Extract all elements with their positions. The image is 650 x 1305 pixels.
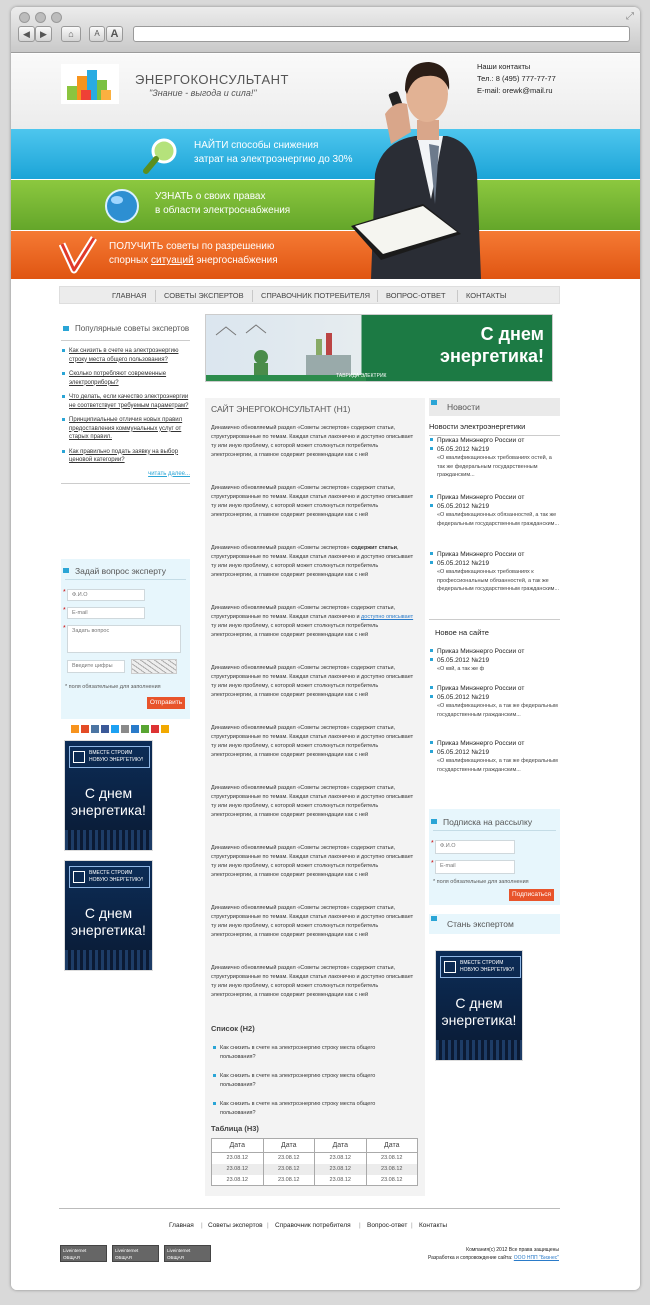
nav-home[interactable]: ГЛАВНАЯ (112, 291, 147, 300)
businessman-image (351, 54, 481, 279)
promo-title (420, 323, 544, 367)
footer-nav-home[interactable]: Главная (169, 1222, 194, 1229)
table-cell: 23.08.12 (212, 1153, 264, 1164)
popular-advice-link[interactable]: Что делать, если качество электроэнергии не соответствует требуемым параметрам? (61, 393, 190, 410)
subscribe-title: Подписка на рассылку (429, 817, 532, 827)
content-paragraph: Динамично обновляемый раздел «Советы экспертов» содержит статьи, структурированные по темам. Каждая статья лаконично и доступно описывает ту или иную проблему, с которой может столкнуться потребитель электроэнергии, а главное содержит рекомендации как с ней (211, 425, 414, 458)
main-content (205, 398, 425, 1196)
promo-title-line2: энергетика! (440, 346, 544, 366)
page-heading: САЙТ ЭНЕРГОКОНСУЛЬТАНТ (H1) (211, 404, 351, 414)
news-item-date: 05.05.2012 №219 (429, 559, 560, 568)
share-icon[interactable] (141, 725, 149, 733)
checkmark-icon (59, 236, 97, 276)
content-paragraph: Динамично обновляемый раздел «Советы экспертов» содержит статьи, структурированные по темам. Каждая статья лаконично и доступно описывает ту или иную проблему, с которой может столкнуться потребитель электроэнергии, а главное содержит рекомендации как с ней (211, 905, 414, 938)
read-more-link[interactable]: читать далее... (61, 471, 190, 484)
new-item[interactable] (429, 684, 560, 719)
header-contacts (477, 61, 556, 97)
news-item-desc: «О квалификационных обязанностей, а так же федеральным государственным гражданским... (437, 512, 560, 527)
share-icon[interactable] (101, 725, 109, 733)
content-paragraph (211, 544, 417, 580)
become-expert-block (429, 914, 560, 934)
table-cell: 23.08.12 (263, 1164, 315, 1175)
counter-label: ОБЩАЯ СТАТИСТИКА (167, 1255, 197, 1267)
news-item[interactable] (429, 550, 560, 594)
site-header (11, 54, 640, 129)
share-icon[interactable] (91, 725, 99, 733)
table-cell: 23.08.12 (366, 1175, 418, 1186)
content-paragraph: Динамично обновляемый раздел «Советы экспертов» содержит статьи, структурированные по темам. Каждая статья лаконично и доступно описывает ту или иную проблему, с которой может столкнуться потребитель электроэнергии, а главное содержит рекомендации как с ней (211, 665, 414, 698)
news-block (429, 398, 560, 436)
band-find-line2: затрат на электроэнергию до 30% (194, 154, 353, 165)
new-item-desc: «О квалификационных, а так же федеральным государственным гражданским... (437, 758, 558, 773)
captcha-image (131, 659, 177, 674)
list-item: Как снизить в счете на электроэнергию строку места общего пользования? (220, 1100, 410, 1118)
table-header-cell: Дата (212, 1139, 264, 1153)
promo-title-line1: С днем (480, 324, 544, 344)
counter-title: Liveinternet (115, 1248, 139, 1253)
globe-icon (103, 187, 141, 225)
banner-badge-text: ВМЕСТЕ СТРОИМ НОВУЮ ЭНЕРГЕТИКУ! (89, 750, 144, 763)
band-get[interactable] (11, 231, 640, 279)
browser-window (11, 7, 640, 1290)
ask-expert-form: Задай вопрос эксперту * Ф.И.О * E-mail * Задать вопрос Введите цифры * поля обязательные для заполнения Отправить (61, 559, 190, 719)
table-cell: 23.08.12 (315, 1164, 367, 1175)
table-header-cell: Дата (263, 1139, 315, 1153)
browser-toolbar (11, 7, 640, 53)
web-page: ЭНЕРГОКОНСУЛЬТАНТ "Знание - выгода и сила!" Наши контакты Тел.: 8 (495) 777-77-77 E-mail: orewk@mail.ru НАЙТИ способы снижения затрат на электроэнергию до 30% УЗНАТЬ о своих правах в области электроснабжения ПОЛУЧИТЬ советы по разрешению спорных ситуаций энергоснабжения ГЛАВНАЯ СОВЕТЫ ЭКСПЕРТОВ СПРАВОЧНИК ПОТРЕБИТЕЛЯ ВОПРОС-ОТВЕТ КОНТАКТЫ Популярные советы экспертов Как снизить в счете на электроэнергию строку места общего пользования? Сколько потребляют современные электроприборы? Что делать, если качество электроэнергии не соответствует требуемым параметрам? Принципиальные отличия новых правил предоставления коммунальных услуг от старых правил. Как правильно подать заявку на выбор ценовой категории? читать далее... Задай вопрос эксперту * Ф.И.О * E-mail * Задать вопрос Введите цифры * поля обязательные для заполнения Отправить ВМЕСТЕ СТРОИМ НОВУЮ ЭНЕРГЕТИКУ! С днем энергетика! ВМЕСТЕ СТРОИМ НОВУЮ ЭНЕРГЕТИКУ! С днем энергетика! С днем энергетика! ТАВРИДА ЭЛЕКТРИК САЙТ ЭНЕРГОКОНСУЛЬТАНТ (H1) Динамично обновляемый раздел «Советы экспертов» содержит статьи, структурированные по темам. Каждая статья лаконично и доступно описывает ту или иную проблему, с которой может столкнуться потребитель электроэнергии, а главное содержит рекомендации как с ней Динамично обновляемый раздел «Советы экспертов» содержит статьи, структурированные по темам. Каждая статья лаконично и доступно описывает ту или иную проблему, с которой может столкнуться потребитель электроэнергии, а главное содержит рекомендации как с ней Динамично обновляемый раздел «Советы экспертов» содержит статьи, структурированные по темам. Каждая статья лаконично и доступно описывает ту или иную проблему, с которой может столкнуться потребитель электроэнергии, а главное содержит рекомендации как с ней Динамично обновляемый раздел «Советы экспертов» содержит статьи, структурированные по темам. Каждая статья лаконично и доступно описывает ту или иную проблему, с которой может столкнуться потребитель электроэнергии, а главное содержит рекомендации как с ней Динамично обновляемый раздел «Советы экспертов» содержит статьи, структурированные по темам. Каждая статья лаконично и доступно описывает ту или иную проблему, с которой может столкнуться потребитель электроэнергии, а главное содержит рекомендации как с ней Динамично обновляемый раздел «Советы экспертов» содержит статьи, структурированные по темам. Каждая статья лаконично и доступно описывает ту или иную проблему, с которой может столкнуться потребитель электроэнергии, а главное содержит рекомендации как с ней Динамично обновляемый раздел «Советы экспертов» содержит статьи, структурированные по темам. Каждая статья лаконично и доступно описывает ту или иную проблему, с которой может столкнуться потребитель электроэнергии, а главное содержит рекомендации как с ней Динамично обновляемый раздел «Советы экспертов» содержит статьи, структурированные по темам. Каждая статья лаконично и доступно описывает ту или иную проблему, с которой может столкнуться потребитель электроэнергии, а главное содержит рекомендации как с ней Динамично обновляемый раздел «Советы экспертов» содержит статьи, структурированные по темам. Каждая статья лаконично и доступно описывает ту или иную проблему, с которой может столкнуться потребитель электроэнергии, а главное содержит рекомендации как с ней Динамично обновляемый раздел «Советы экспертов» содержит статьи, структурированные по темам. Каждая статья лаконично и доступно описывает ту или иную проблему, с которой может столкнуться потребитель электроэнергии, а главное содержит рекомендации как с ней Список (H2) Как снизить в счете на электроэнергию строку места общего пользования? Как снизить в счете на электроэнергию строку места общего пользования? Как снизить в счете на электроэнергию строку места общего пользования? Таблица (H3) Дата Дата Дата Дата 23.08.12 23.08.12 23.08.12 23.08.12 23.08.12 23.08.12 23.08.12 23.08.12 23.08.12 23.08.12 23.08.12 23.08.12 Новости Новости электроэнергетики Приказ Минэнерго России от 05.05.2012 №219 «О квалификационных требованиях остей, а так же федеральным государственным гражданским... Приказ Минэнерго России от 05.05.2012 №219 «О квалификационных обязанностей, а так же федеральным государственным гражданским... Приказ Минэнерго России от 05.05.2012 №219 «О квалификационных требованиях к профессиональным обязанностей, а так же федеральным государственным гражданским... Новое на сайте Приказ Минэнерго России от 05.05.2012 №219 «О квй, а так же ф Приказ Минэнерго России от 05.05.2012 №219 «О квалификационных, а так же федеральным государственным гражданским... Приказ Минэнерго России от 05.05.2012 №219 «О квалификационных, а так же федеральным государственным гражданским... Подписка на рассылку * Ф.И.О * E-mail * поля обязательные для заполнения Подписаться Стань экспертом ВМЕСТЕ СТРОИМ НОВУЮ ЭНЕРГЕТИКУ! С днем энергетика! Главная | Советы экспертов | Справочник потребителя | Вопрос-ответ | Контакты Liveinternet ОБЩАЯ СТАТИСТИКА Liveinternet ОБЩАЯ СТАТИСТИКА Liveinternet ОБЩАЯ СТАТИСТИКА Компания(с) 2012 Все права защищены Разработка и сопровождение сайта: ООО НПП "Бизнес" (11, 54, 640, 1290)
city-skyline (65, 830, 152, 850)
table-cell: 23.08.12 (366, 1153, 418, 1164)
become-expert-title[interactable]: Стань экспертом (429, 914, 560, 934)
banner-badge-text: ВМЕСТЕ СТРОИМ НОВУЮ ЭНЕРГЕТИКУ! (89, 870, 144, 883)
counter-title: Liveinternet (63, 1248, 87, 1253)
text-smaller-button[interactable]: A (89, 26, 105, 42)
band-find[interactable] (11, 129, 640, 179)
table-heading: Таблица (H3) (211, 1124, 259, 1133)
home-icon[interactable]: ⌂ (61, 26, 81, 42)
promo-brand: ТАВРИДА ЭЛЕКТРИК (336, 373, 387, 379)
energy-day-banner[interactable] (64, 740, 153, 851)
popular-advice-link[interactable]: Принципиальные отличия новых правил предоставления коммунальных услуг от старых правил. (61, 416, 190, 442)
share-icon[interactable] (121, 725, 129, 733)
captcha-input[interactable]: Введите цифры (67, 660, 125, 673)
power-plant-image (206, 315, 366, 382)
new-item-title[interactable]: Приказ Минэнерго России от (429, 647, 560, 656)
news-item-title[interactable]: Приказ Минэнерго России от (429, 436, 560, 445)
band-learn-line2: в области электроснабжения (155, 205, 291, 216)
magnifier-icon (142, 137, 180, 175)
share-icon[interactable] (81, 725, 89, 733)
band-learn[interactable] (11, 180, 640, 230)
band-find-line1: НАЙТИ способы снижения (194, 140, 319, 151)
footer-nav-contacts[interactable]: Контакты (419, 1222, 448, 1229)
popular-advice-link[interactable]: Как снизить в счете на электроэнергию строку места общего пользования? (61, 347, 190, 364)
news-item[interactable] (429, 436, 560, 480)
energy-day-banner[interactable] (435, 950, 523, 1061)
popular-advice-link[interactable]: Сколько потребляют современные электроприборы? (61, 370, 190, 387)
left-column (61, 324, 190, 484)
new-item-date: 05.05.2012 №219 (429, 656, 560, 665)
social-share-bar (71, 725, 181, 735)
text-larger-button[interactable]: A (106, 26, 123, 42)
content-paragraph: Динамично обновляемый раздел «Советы экспертов» содержит статьи, структурированные по темам. Каждая статья лаконично и доступно описывает ту или иную проблему, с которой может столкнуться потребитель электроэнергии, а главное содержит рекомендации как с ней (211, 485, 414, 518)
paragraph-text: , структурированные по темам. Каждая статья лаконично и доступно описывает ту или иную проблему, с которой может столкнуться потребитель электроэнергии, а главное содержит рекомендации как с ней (211, 545, 414, 578)
table-row (212, 1164, 418, 1175)
forward-icon[interactable]: ▶ (35, 26, 52, 42)
band-get-line2 (109, 254, 278, 268)
footer-nav-consumer-guide[interactable]: Справочник потребителя (275, 1222, 351, 1229)
content-paragraph: Динамично обновляемый раздел «Советы экспертов» содержит статьи, структурированные по темам. Каждая статья лаконично и доступно описывает ту или иную проблему, с которой может столкнуться потребитель электроэнергии, а главное содержит рекомендации как с ней (211, 965, 414, 998)
address-bar[interactable] (133, 26, 630, 42)
city-skyline (65, 950, 152, 970)
paragraph-text: ту или иную проблему, с которой может столкнуться потребитель электроэнергии, а главное содержит рекомендации как с ней (211, 623, 379, 638)
banner-title (65, 905, 152, 939)
popular-advice-link[interactable]: Как правильно подать заявку на выбор ценовой категории? (61, 448, 190, 465)
news-item-date: 05.05.2012 №219 (429, 445, 560, 454)
share-icon[interactable] (151, 725, 159, 733)
paragraph-text: Динамично обновляемый раздел «Советы экспертов» (211, 545, 352, 551)
nav-consumer-guide[interactable]: СПРАВОЧНИК ПОТРЕБИТЕЛЯ (261, 291, 371, 300)
banner-title-line1: С днем (84, 905, 133, 921)
counter-label: ОБЩАЯ СТАТИСТИКА (115, 1255, 145, 1267)
table-header-cell: Дата (315, 1139, 367, 1153)
banner-title (436, 995, 522, 1029)
new-item-title[interactable]: Приказ Минэнерго России от (429, 684, 560, 693)
table-cell: 23.08.12 (366, 1164, 418, 1175)
band-get-text-b: энергоснабжения (193, 255, 278, 266)
news-divider (429, 619, 560, 620)
popular-advice-list (61, 347, 190, 465)
list-heading: Список (H2) (211, 1024, 255, 1033)
site-slogan: "Знание - выгода и сила!" (149, 88, 257, 98)
banner-title-line2: энергетика! (441, 1012, 517, 1028)
band-get-text-a: спорных (109, 255, 152, 266)
content-paragraph: Динамично обновляемый раздел «Советы экспертов» содержит статьи, структурированные по темам. Каждая статья лаконично и доступно описывает ту или иную проблему, с которой может столкнуться потребитель электроэнергии, а главное содержит рекомендации как с ней (211, 785, 414, 818)
copyright (391, 1246, 559, 1262)
back-icon[interactable]: ◀ (18, 26, 35, 42)
table-header-cell: Дата (366, 1139, 418, 1153)
subscribe-form: Подписка на рассылку * Ф.И.О * E-mail * поля обязательные для заполнения Подписаться (429, 809, 560, 905)
nav-expert-advice[interactable]: СОВЕТЫ ЭКСПЕРТОВ (164, 291, 244, 300)
share-icon[interactable] (71, 725, 79, 733)
new-item[interactable] (429, 739, 560, 774)
news-item-title[interactable]: Приказ Минэнерго России от (429, 493, 560, 502)
new-item-date: 05.05.2012 №219 (429, 748, 560, 757)
table-row (212, 1175, 418, 1186)
banner-title-line2: энергетика! (71, 922, 146, 938)
email-input[interactable]: E-mail (67, 607, 145, 619)
table-row (212, 1153, 418, 1164)
share-icon[interactable] (131, 725, 139, 733)
new-item-desc: «О квй, а так же ф (437, 666, 485, 672)
footer-nav-expert-advice[interactable]: Советы экспертов (208, 1222, 263, 1229)
counter-title: Liveinternet (167, 1248, 191, 1253)
minimize-window-button[interactable] (35, 12, 46, 23)
copyright-text: Компания(с) 2012 Все права защищены (466, 1247, 559, 1253)
site-name: ЭНЕРГОКОНСУЛЬТАНТ (135, 72, 289, 87)
table-cell: 23.08.12 (315, 1153, 367, 1164)
close-window-button[interactable] (19, 12, 30, 23)
news-item-date: 05.05.2012 №219 (429, 502, 560, 511)
maximize-window-button[interactable] (51, 12, 62, 23)
stats-counter[interactable] (164, 1245, 211, 1267)
paragraph-bold-text: содержит статьи (351, 545, 398, 551)
fio-input[interactable]: Ф.И.О (67, 589, 145, 601)
logo-icon[interactable] (61, 64, 119, 104)
share-icon[interactable] (111, 725, 119, 733)
news-item-desc: «О квалификационных требованиях к профессиональным обязанностей, а так же федеральным государственным гражданским... (437, 569, 560, 592)
news-item-desc: «О квалификационных требованиях остей, а так же федеральным государственным гражданским... (437, 455, 552, 478)
news-item-title[interactable]: Приказ Минэнерго России от (429, 550, 560, 559)
content-paragraph: Динамично обновляемый раздел «Советы экспертов» содержит статьи, структурированные по темам. Каждая статья лаконично и доступно описывает ту или иную проблему, с которой может столкнуться потребитель электроэнергии, а главное содержит рекомендации как с ней (211, 725, 414, 758)
ask-required-note: * поля обязательные для заполнения (65, 684, 161, 690)
banner-badge (440, 956, 521, 978)
situations-link[interactable]: ситуаций (151, 255, 194, 266)
content-paragraph: Динамично обновляемый раздел «Советы экспертов» содержит статьи, структурированные по темам. Каждая статья лаконично и доступно описывает ту или иную проблему, с которой может столкнуться потребитель электроэнергии, а главное содержит рекомендации как с ней (211, 845, 414, 878)
energy-day-promo-banner[interactable] (205, 314, 553, 382)
news-item[interactable] (429, 493, 560, 528)
banner-title-line1: С днем (84, 785, 133, 801)
paragraph-link[interactable]: доступно описывает (361, 614, 414, 620)
footer-divider (59, 1208, 560, 1209)
stats-counter[interactable] (112, 1245, 159, 1267)
nav-contacts[interactable]: КОНТАКТЫ (466, 291, 507, 300)
new-item-title[interactable]: Приказ Минэнерго России от (429, 739, 560, 748)
banner-title (65, 785, 152, 819)
table-cell: 23.08.12 (315, 1175, 367, 1186)
data-table (211, 1138, 418, 1186)
new-on-site-subtitle: Новое на сайте (435, 628, 489, 637)
list-item: Как снизить в счете на электроэнергию строку места общего пользования? (220, 1044, 410, 1062)
contacts-email[interactable]: E-mail: orewk@mail.ru (477, 86, 553, 95)
developer-link[interactable]: ООО НПП "Бизнес" (513, 1255, 559, 1261)
banner-title-line2: энергетика! (71, 802, 146, 818)
fullscreen-icon[interactable]: ⤢ (626, 11, 634, 22)
send-question-button[interactable]: Отправить (147, 697, 185, 709)
share-icon[interactable] (161, 725, 169, 733)
ask-expert-title: Задай вопрос эксперту (61, 566, 166, 576)
table-cell: 23.08.12 (263, 1153, 315, 1164)
table-cell: 23.08.12 (212, 1175, 264, 1186)
band-get-line1: ПОЛУЧИТЬ советы по разрешению (109, 241, 275, 252)
subscribe-required-note: * поля обязательные для заполнения (433, 879, 529, 885)
subscribe-email-input[interactable]: E-mail (435, 860, 515, 874)
question-textarea[interactable]: Задать вопрос (67, 625, 181, 653)
city-skyline (436, 1040, 522, 1060)
table-header-row (212, 1139, 418, 1153)
banner-badge (69, 866, 150, 888)
energy-day-banner[interactable] (64, 860, 153, 971)
list-item: Как снизить в счете на электроэнергию строку места общего пользования? (220, 1072, 410, 1090)
main-nav (59, 286, 560, 304)
table-cell: 23.08.12 (212, 1164, 264, 1175)
contacts-title: Наши контакты (477, 62, 531, 71)
band-learn-line1: УЗНАТЬ о своих правах (155, 191, 266, 202)
contacts-phone: Тел.: 8 (495) 777-77-77 (477, 74, 556, 83)
new-item-date: 05.05.2012 №219 (429, 693, 560, 702)
nav-qa[interactable]: ВОПРОС-ОТВЕТ (386, 291, 446, 300)
stats-counter[interactable] (60, 1245, 107, 1267)
news-title: Новости (429, 398, 560, 416)
new-item-desc: «О квалификационных, а так же федеральным государственным гражданским... (437, 703, 558, 718)
table-cell: 23.08.12 (263, 1175, 315, 1186)
counter-label: ОБЩАЯ СТАТИСТИКА (63, 1255, 93, 1267)
new-item[interactable] (429, 647, 560, 674)
paragraph-text: Динамично обновляемый раздел «Советы экспертов» содержит статьи, структурированные по темам. Каждая статья лаконично и (211, 605, 396, 620)
news-subtitle: Новости электроэнергетики (429, 422, 526, 431)
content-paragraph (211, 604, 417, 640)
banner-badge (69, 746, 150, 768)
banner-badge-text: ВМЕСТЕ СТРОИМ НОВУЮ ЭНЕРГЕТИКУ! (460, 960, 515, 973)
subscribe-button[interactable]: Подписаться (509, 889, 554, 901)
developer-label: Разработка и сопровождение сайта: (428, 1255, 514, 1261)
popular-advice-title: Популярные советы экспертов (61, 324, 190, 334)
developer-credit (391, 1254, 559, 1262)
banner-title-line1: С днем (455, 995, 503, 1011)
footer-nav-qa[interactable]: Вопрос-ответ (367, 1222, 408, 1229)
subscribe-fio-input[interactable]: Ф.И.О (435, 840, 515, 854)
